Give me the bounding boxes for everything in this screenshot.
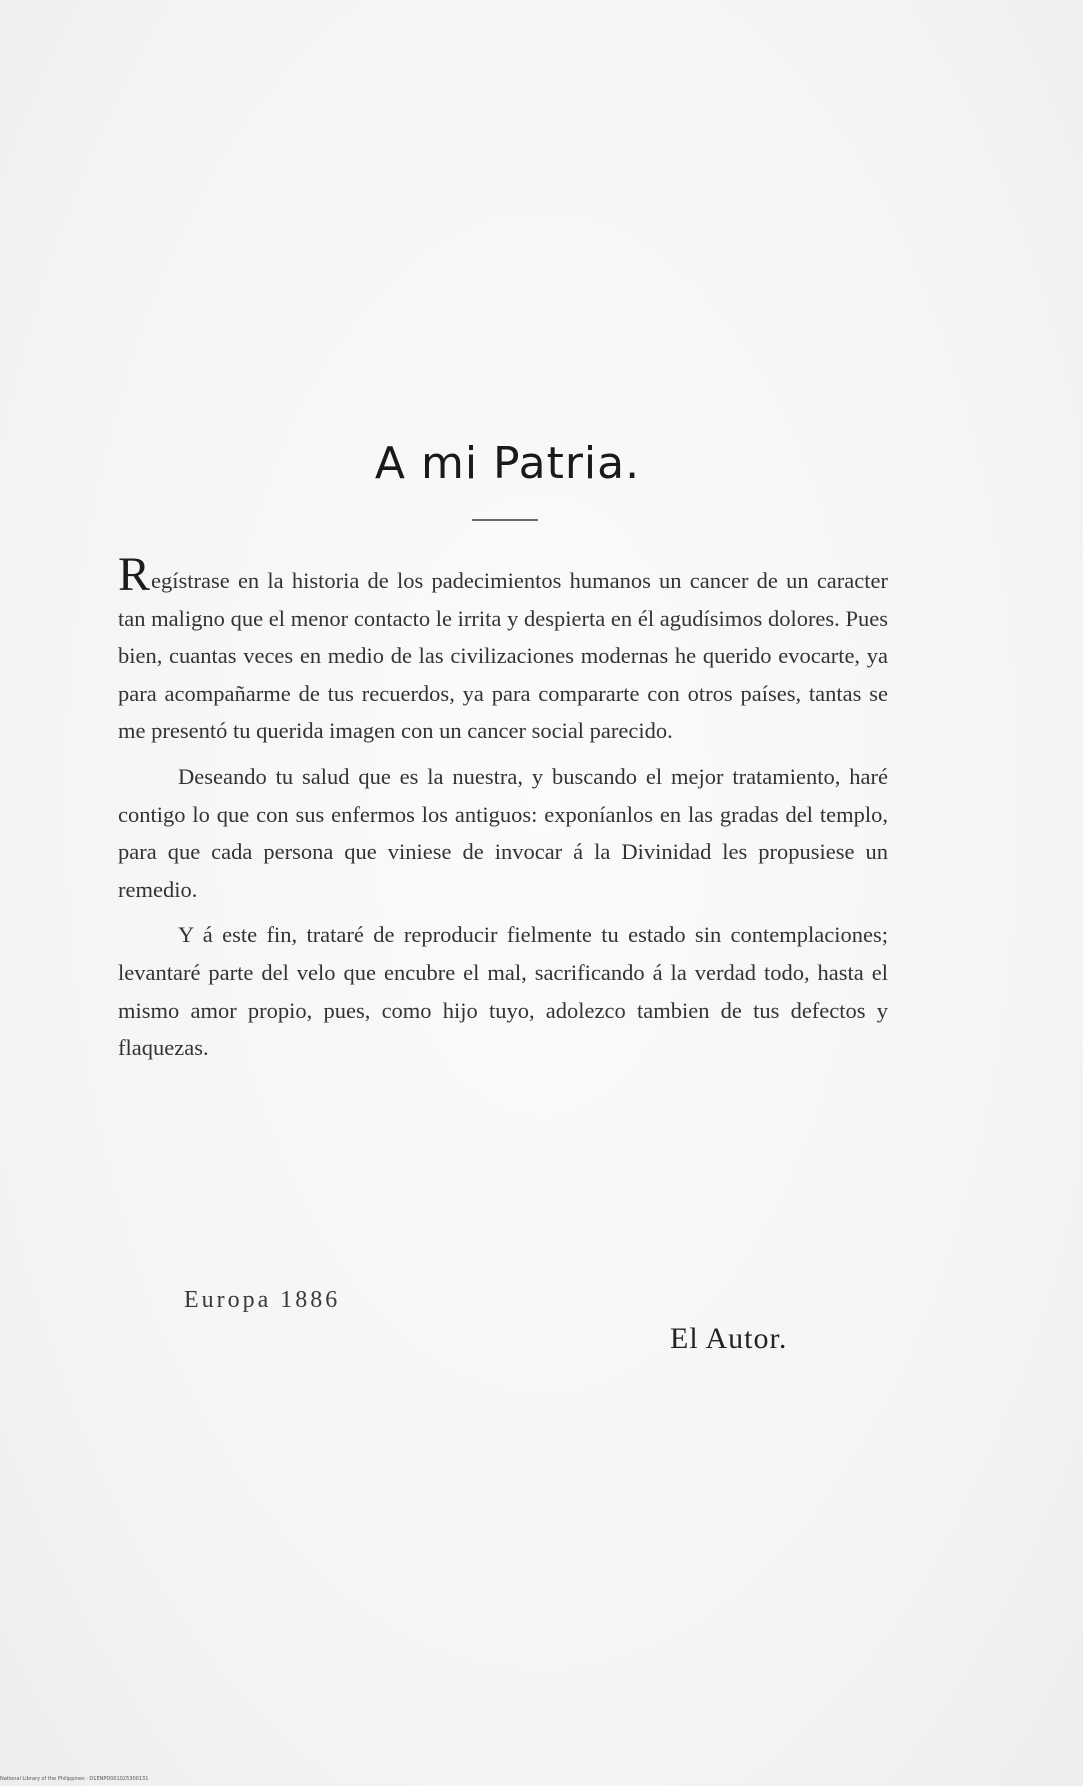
title-divider [472,519,538,521]
place-date: Europa 1886 [184,1287,341,1313]
drop-cap: R [118,548,151,601]
signature: El Autor. [670,1322,788,1355]
library-credit: National Library of the Philippines · D1ENPD001025300131 [0,1776,149,1782]
paragraph-1-text: egístrase en la historia de los padecimientos humanos un cancer de un caracter tan maligno que el menor contacto le irrita y despierta en él agudísimos dolores. Pues bien, cuantas veces en medio de las civilizaciones modernas he querido evocarte, ya para acompañarme de tus recuerdos, ya para compararte con otros países, tantas se me presentó tu querida imagen con un cancer social parecido. [118,568,888,744]
page-title: A mi Patria. [374,438,641,489]
paragraph-3: Y á este fin, trataré de reproducir fielmente tu estado sin contemplaciones; levantaré parte del velo que encubre el mal, sacrificando á la verdad todo, hasta el mismo amor propio, pues, como hijo tuyo, adolezco tambien de tus defectos y flaquezas. [118,922,888,1061]
dedication-body [118,548,888,1075]
paragraph-2: Deseando tu salud que es la nuestra, y buscando el mejor tratamiento, haré contigo lo que con sus enfermos los antiguos: exponíanlos en las gradas del templo, para que cada persona que viniese de invocar á la Divinidad les propusiese un remedio. [118,763,888,902]
paragraph-1 [118,548,888,750]
